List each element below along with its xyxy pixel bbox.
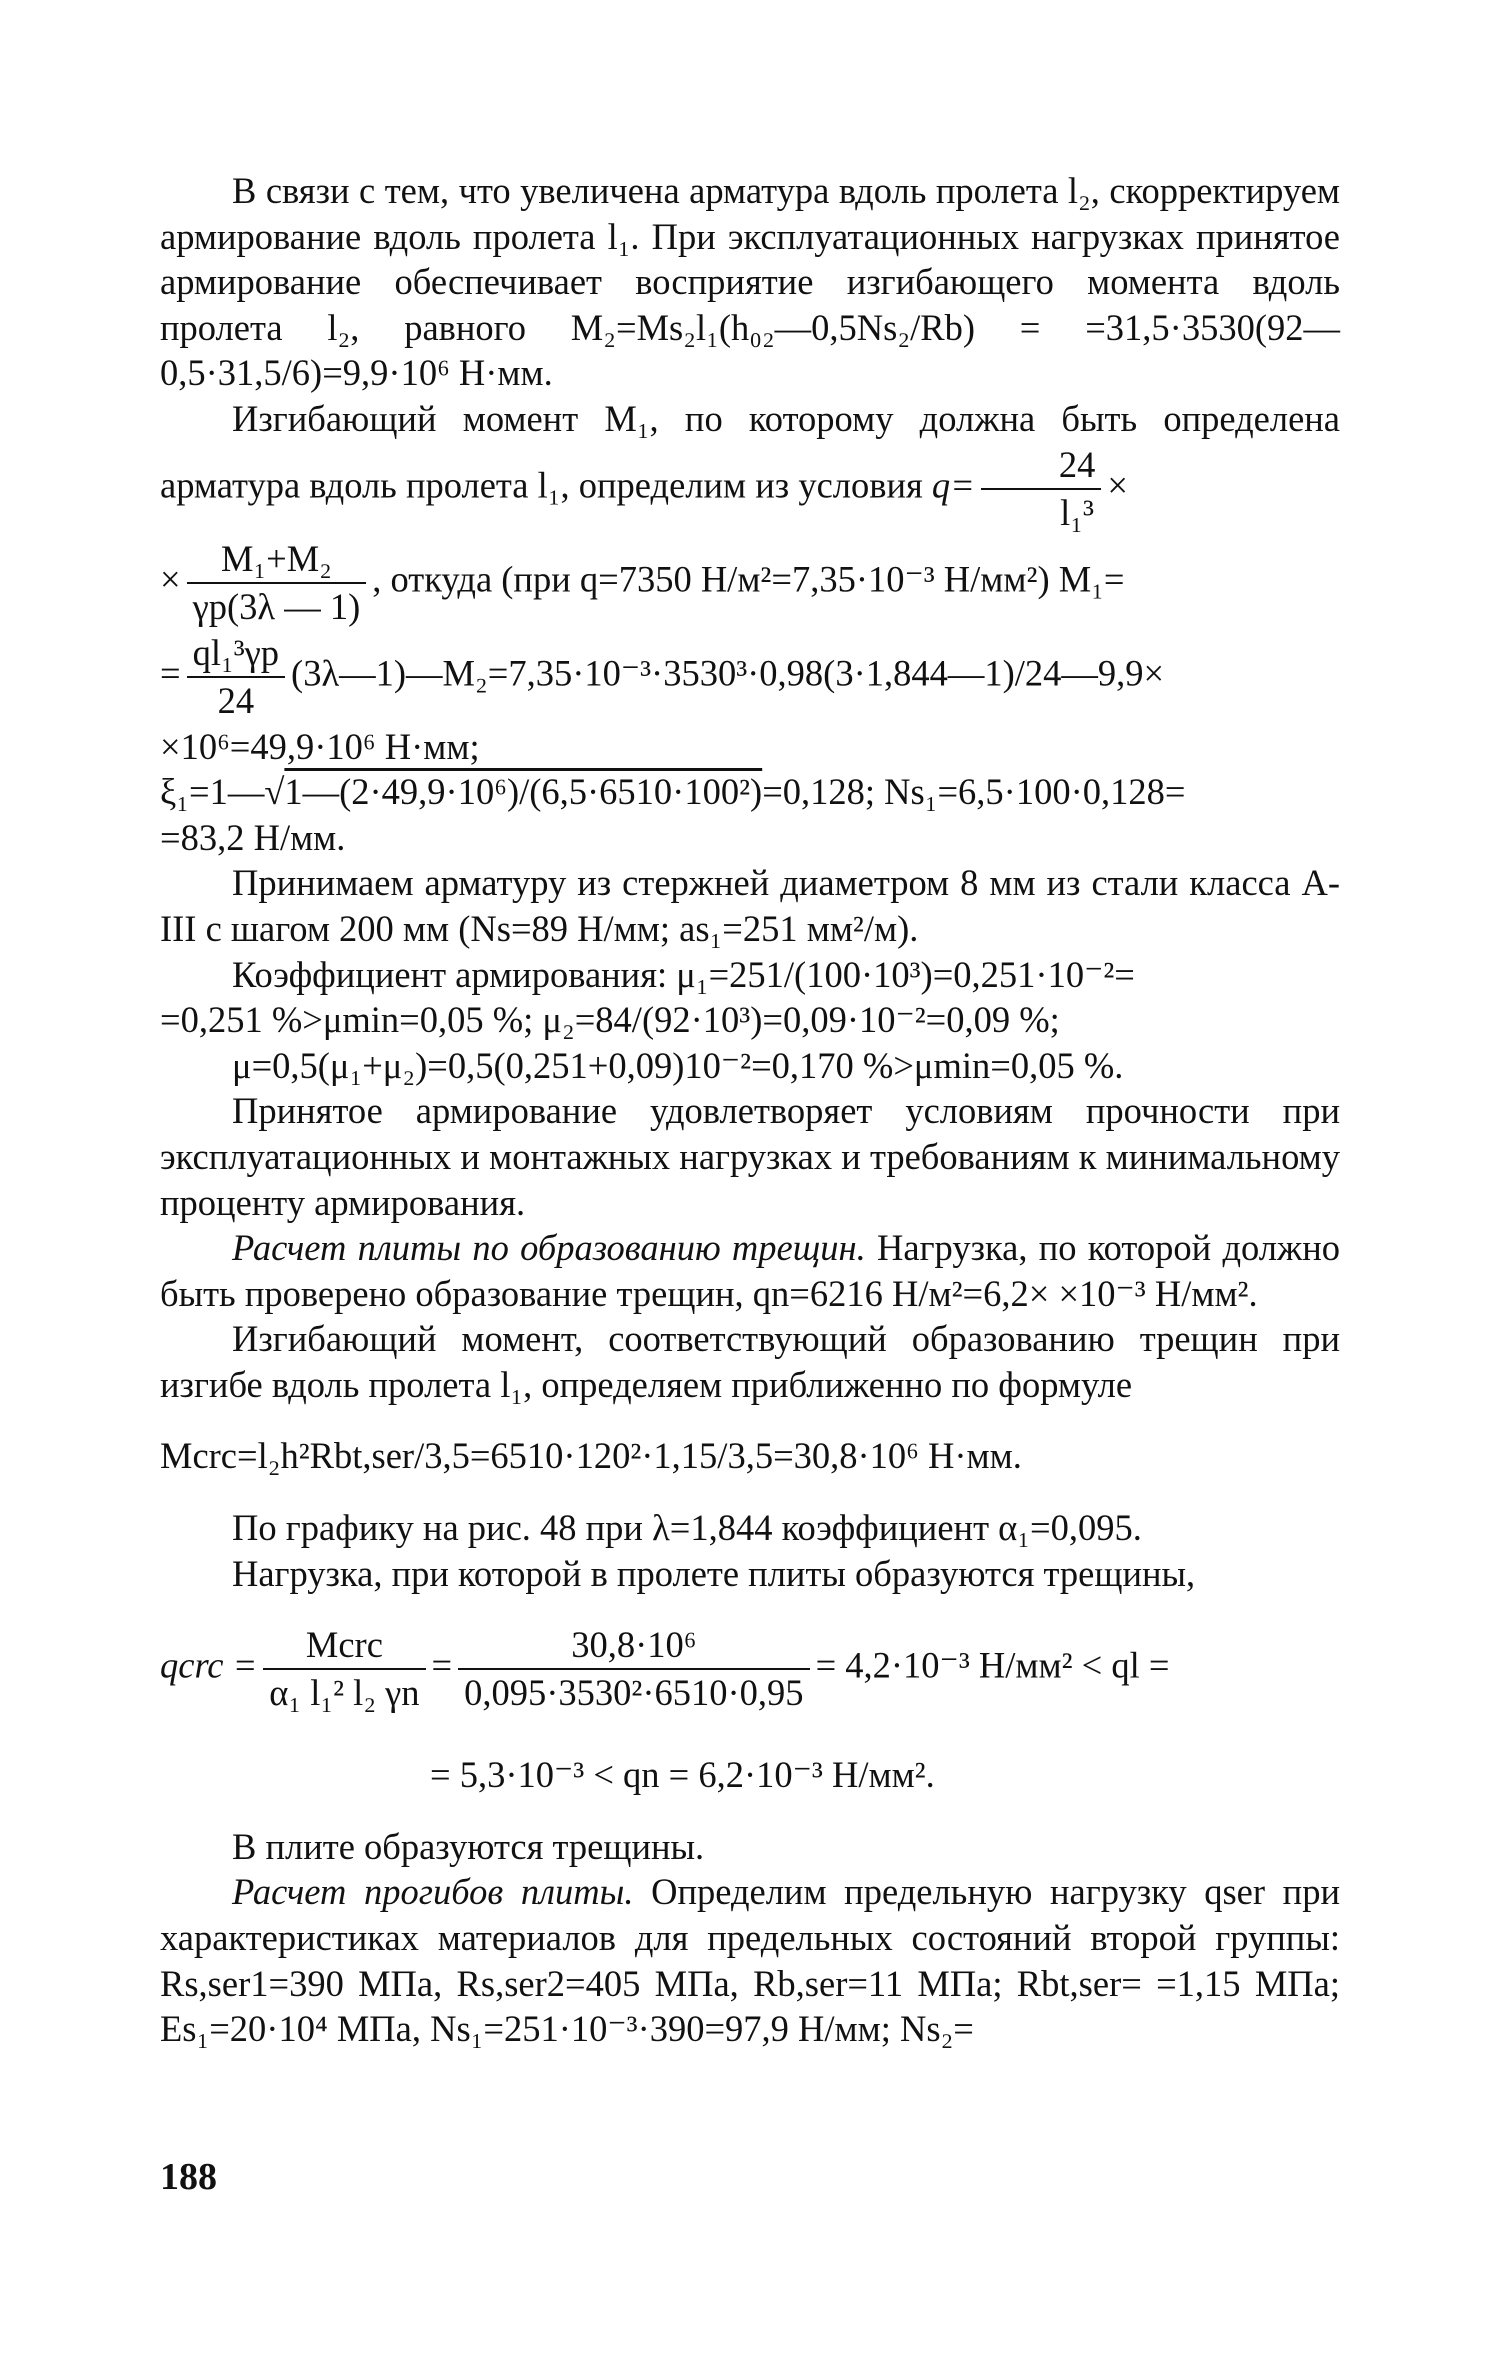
fraction-numerator: 24 bbox=[981, 442, 1102, 490]
formula-qcrc-rhs: = 4,2·10⁻³ Н/мм² < ql = bbox=[815, 1644, 1170, 1686]
paragraph-bending-moment-text: Изгибающий момент M₁, по которому должна быть определена арматура вдоль пролета l₁, определим из условия bbox=[160, 397, 1340, 505]
paragraph-cracks-conclusion: В плите образуются трещины. bbox=[232, 1825, 705, 1867]
fraction-numeric bbox=[458, 1622, 809, 1716]
paragraph-bending-moment bbox=[160, 396, 1340, 536]
spacer bbox=[160, 1596, 1340, 1622]
fraction-numerator: ql₁³γp bbox=[187, 630, 285, 678]
paragraph-reinforcement-ratio-3: μ=0,5(μ₁+μ₂)=0,5(0,251+0,09)10⁻²=0,170 %>μmin=0,05 %. bbox=[232, 1044, 1124, 1086]
fraction-24-over-l1-cubed bbox=[981, 442, 1102, 536]
spacer bbox=[160, 1798, 1340, 1824]
section-heading-deflection: Расчет прогибов плиты. bbox=[232, 1871, 634, 1913]
formula-calc-text: (3λ—1)—M₂=7,35·10⁻³·3530³·0,98(3·1,844—1)/24—9,9× bbox=[291, 651, 1165, 693]
formula-xi bbox=[160, 769, 1340, 815]
formula-line-m1-result bbox=[160, 630, 1340, 724]
paragraph-reinforcement-ratio-2: =0,251 %>μmin=0,05 %; μ₂=84/(92·10³)=0,09·10⁻²=0,09 %; bbox=[160, 999, 1060, 1041]
formula-xi-value: =83,2 Н/мм. bbox=[160, 816, 346, 858]
paragraph-graph-reference: По графику на рис. 48 при λ=1,844 коэффициент α₁=0,095. bbox=[232, 1507, 1142, 1549]
page-number: 188 bbox=[160, 2156, 217, 2198]
paragraph-reinforcement-correction: В связи с тем, что увеличена арматура вдоль пролета l₂, скорректируем армирование вдоль пролета l₁. При эксплуатационных нагрузках принятое армирование обеспечивает восприятие изгибающего момента вдоль пролета l₂, равного M₂=Ms₂l₁(h₀₂—0,5Ns₂/Rb) = =31,5·3530(92—0,5·31,5/6)=9,9·10⁶ Н·мм. bbox=[160, 170, 1340, 394]
paragraph-crack-moment: Изгибающий момент, соответствующий образованию трещин при изгибе вдоль пролета l₁, определяем приближенно по формуле bbox=[160, 1318, 1340, 1405]
formula-xi-suffix: =0,128; Ns₁=6,5·100·0,128= bbox=[762, 771, 1186, 813]
fraction-denominator: γp(3λ — 1) bbox=[192, 585, 361, 627]
fraction-denominator: 24 bbox=[217, 679, 255, 721]
fraction-denominator: l₁³ bbox=[1060, 491, 1094, 533]
formula-q-label: q= bbox=[931, 463, 975, 505]
fraction-denominator: α₁ l₁² l₂ γn bbox=[269, 1672, 420, 1714]
paragraph-deflection-text: Определим предельную нагрузку qser при характеристиках материалов для предельных состояний второй группы: Rs,ser1=390 МПа, Rs,ser2=405 МПа, Rb,ser=11 МПа; Rbt,ser= =1,15 МПа; Es₁=20·10⁴ МПа, Ns₁=251·10⁻³·390=97,9 Н/мм; Ns₂= bbox=[160, 1871, 1340, 2050]
paragraph-reinforcement-accepted: Принятое армирование удовлетворяет условиям прочности при эксплуатационных и монтажных нагрузках и требованиям к минимальному проценту армирования. bbox=[160, 1090, 1340, 1223]
times-sign: × bbox=[1107, 463, 1128, 505]
formula-line-m1-value: ×10⁶=49,9·10⁶ Н·мм; bbox=[160, 725, 480, 767]
page-body bbox=[160, 168, 1340, 2052]
formula-condition-text: , откуда (при q=7350 Н/м²=7,35·10⁻³ Н/мм²) M₁= bbox=[372, 557, 1125, 599]
paragraph-deflection bbox=[160, 1869, 1340, 2051]
formula-line-m1 bbox=[160, 536, 1340, 630]
equals-sign: = bbox=[431, 1644, 453, 1686]
formula-xi-radicand: 1—(2·49,9·10⁶)/(6,5·6510·100²) bbox=[284, 771, 763, 813]
spacer bbox=[160, 1407, 1340, 1433]
times-sign-2: × bbox=[160, 557, 181, 599]
fraction-mcrc bbox=[263, 1622, 425, 1716]
fraction-numerator: 30,8·10⁶ bbox=[458, 1622, 809, 1670]
fraction-denominator: 0,095·3530²·6510·0,95 bbox=[464, 1672, 804, 1714]
fraction-m1-plus-m2 bbox=[187, 536, 367, 630]
formula-qcrc bbox=[160, 1622, 1340, 1752]
formula-xi-prefix: ξ₁=1—√ bbox=[160, 771, 285, 813]
fraction-numerator: Mcrc bbox=[263, 1622, 425, 1670]
equals-sign: = bbox=[160, 651, 181, 693]
spacer bbox=[160, 1479, 1340, 1505]
fraction-numerator: M₁+M₂ bbox=[187, 536, 367, 584]
formula-qcrc-line2: = 5,3·10⁻³ < qn = 6,2·10⁻³ Н/мм². bbox=[430, 1754, 935, 1796]
paragraph-crack-load: Нагрузка, при которой в пролете плиты образуются трещины, bbox=[232, 1552, 1196, 1594]
paragraph-rebar-choice: Принимаем арматуру из стержней диаметром 8 мм из стали класса А-III с шагом 200 мм (Ns=89 Н/мм; as₁=251 мм²/м). bbox=[160, 862, 1340, 949]
fraction-ql-over-24 bbox=[187, 630, 285, 724]
formula-qcrc-lhs: qcrc = bbox=[160, 1644, 258, 1686]
paragraph-crack-formation bbox=[160, 1225, 1340, 1316]
formula-qcrc-row bbox=[160, 1622, 1169, 1716]
section-heading-cracks: Расчет плиты по образованию трещин. bbox=[232, 1227, 866, 1269]
formula-mcrc: Mcrc=l₂h²Rbt,ser/3,5=6510·120²·1,15/3,5=30,8·10⁶ Н·мм. bbox=[160, 1435, 1022, 1477]
paragraph-reinforcement-ratio: Коэффициент армирования: μ₁=251/(100·10³)=0,251·10⁻²= bbox=[232, 953, 1135, 995]
paragraph-crack-formation-text: Нагрузка, по которой должно быть проверено образование трещин, qn=6216 Н/м²=6,2× ×10⁻³ Н/мм². bbox=[160, 1227, 1340, 1314]
